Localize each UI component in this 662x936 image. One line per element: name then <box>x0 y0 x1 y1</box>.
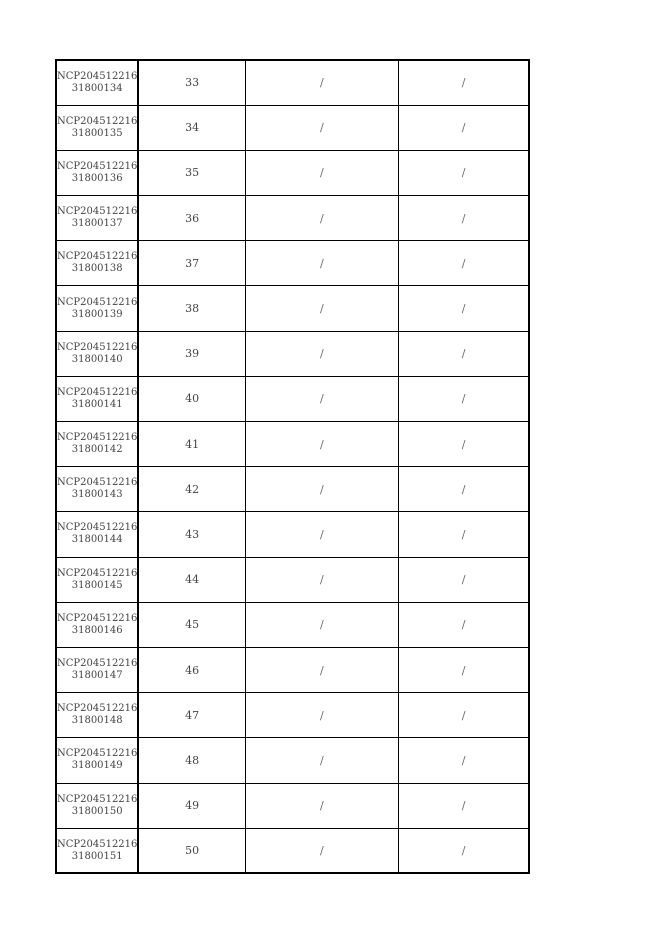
sample-id-cell <box>56 467 138 512</box>
sample-id-line1: NCP204512216 <box>57 793 138 805</box>
row-number-cell: 36 <box>138 196 245 241</box>
row-number-cell: 40 <box>138 376 245 421</box>
value-a-cell: / <box>245 557 398 602</box>
table-body <box>56 60 529 873</box>
table-row <box>56 467 529 512</box>
row-number-cell: 37 <box>138 241 245 286</box>
sample-id-cell <box>56 512 138 557</box>
value-b-cell: / <box>398 602 529 647</box>
value-b-cell: / <box>398 512 529 557</box>
sample-id-cell <box>56 241 138 286</box>
sample-id-line2: 31800142 <box>71 444 123 456</box>
sample-id-line1: NCP204512216 <box>57 251 138 263</box>
sample-id-line2: 31800143 <box>71 489 123 501</box>
value-b-cell: / <box>398 647 529 692</box>
value-a-cell: / <box>245 647 398 692</box>
table-row <box>56 105 529 150</box>
value-b-cell: / <box>398 150 529 195</box>
value-b-cell: / <box>398 286 529 331</box>
sample-id-cell <box>56 286 138 331</box>
sample-id-cell <box>56 738 138 783</box>
table-row <box>56 376 529 421</box>
sample-id-cell <box>56 105 138 150</box>
table-row <box>56 783 529 828</box>
table-row <box>56 422 529 467</box>
sample-id-line2: 31800150 <box>71 805 123 817</box>
sample-id-line2: 31800136 <box>71 172 123 184</box>
sample-id-line1: NCP204512216 <box>57 296 138 308</box>
row-number-cell: 44 <box>138 557 245 602</box>
value-a-cell: / <box>245 196 398 241</box>
sample-id-line1: NCP204512216 <box>57 206 138 218</box>
table-row <box>56 738 529 783</box>
value-a-cell: / <box>245 241 398 286</box>
sample-id-cell <box>56 60 138 105</box>
value-a-cell: / <box>245 286 398 331</box>
value-a-cell: / <box>245 422 398 467</box>
sample-id-line2: 31800147 <box>71 670 123 682</box>
sample-id-line1: NCP204512216 <box>57 703 138 715</box>
value-a-cell: / <box>245 105 398 150</box>
value-b-cell: / <box>398 783 529 828</box>
sample-id-cell <box>56 783 138 828</box>
value-a-cell: / <box>245 693 398 738</box>
value-b-cell: / <box>398 557 529 602</box>
row-number-cell: 46 <box>138 647 245 692</box>
value-b-cell: / <box>398 738 529 783</box>
table-row <box>56 693 529 738</box>
table-row <box>56 241 529 286</box>
value-a-cell: / <box>245 376 398 421</box>
table-row <box>56 647 529 692</box>
sample-id-line1: NCP204512216 <box>57 386 138 398</box>
table-row <box>56 512 529 557</box>
sample-id-line1: NCP204512216 <box>57 838 138 850</box>
sample-id-line1: NCP204512216 <box>57 477 138 489</box>
table-row <box>56 602 529 647</box>
sample-id-cell <box>56 331 138 376</box>
row-number-cell: 34 <box>138 105 245 150</box>
value-b-cell: / <box>398 467 529 512</box>
sample-id-line2: 31800146 <box>71 624 123 636</box>
value-b-cell: / <box>398 422 529 467</box>
row-number-cell: 43 <box>138 512 245 557</box>
row-number-cell: 38 <box>138 286 245 331</box>
sample-id-line2: 31800138 <box>71 263 123 275</box>
table-row <box>56 196 529 241</box>
sample-id-line2: 31800145 <box>71 579 123 591</box>
sample-id-cell <box>56 557 138 602</box>
value-b-cell: / <box>398 828 529 873</box>
sample-id-line1: NCP204512216 <box>57 341 138 353</box>
sample-id-line2: 31800148 <box>71 715 123 727</box>
row-number-cell: 41 <box>138 422 245 467</box>
table-row <box>56 286 529 331</box>
sample-id-line1: NCP204512216 <box>57 70 138 82</box>
row-number-cell: 47 <box>138 693 245 738</box>
table-row <box>56 150 529 195</box>
value-b-cell: / <box>398 241 529 286</box>
value-b-cell: / <box>398 60 529 105</box>
sample-id-line2: 31800139 <box>71 308 123 320</box>
value-a-cell: / <box>245 602 398 647</box>
value-b-cell: / <box>398 331 529 376</box>
sample-id-line1: NCP204512216 <box>57 658 138 670</box>
sample-id-cell <box>56 150 138 195</box>
sample-id-line1: NCP204512216 <box>57 612 138 624</box>
sample-id-line1: NCP204512216 <box>57 432 138 444</box>
sample-id-line1: NCP204512216 <box>57 160 138 172</box>
data-table <box>55 59 530 874</box>
sample-id-line2: 31800134 <box>71 82 123 94</box>
sample-id-line1: NCP204512216 <box>57 115 138 127</box>
value-a-cell: / <box>245 512 398 557</box>
sample-id-line2: 31800144 <box>71 534 123 546</box>
sample-id-line2: 31800149 <box>71 760 123 772</box>
sample-id-cell <box>56 196 138 241</box>
row-number-cell: 33 <box>138 60 245 105</box>
row-number-cell: 50 <box>138 828 245 873</box>
row-number-cell: 45 <box>138 602 245 647</box>
table-row <box>56 331 529 376</box>
sample-id-cell <box>56 376 138 421</box>
value-a-cell: / <box>245 150 398 195</box>
sample-id-cell <box>56 422 138 467</box>
sample-id-line2: 31800140 <box>71 353 123 365</box>
value-a-cell: / <box>245 60 398 105</box>
value-b-cell: / <box>398 105 529 150</box>
value-b-cell: / <box>398 196 529 241</box>
row-number-cell: 42 <box>138 467 245 512</box>
value-a-cell: / <box>245 738 398 783</box>
value-b-cell: / <box>398 693 529 738</box>
value-b-cell: / <box>398 376 529 421</box>
sample-id-cell <box>56 828 138 873</box>
sample-id-line1: NCP204512216 <box>57 567 138 579</box>
sample-id-cell <box>56 602 138 647</box>
table-row <box>56 828 529 873</box>
row-number-cell: 39 <box>138 331 245 376</box>
sample-id-line2: 31800151 <box>71 850 123 862</box>
value-a-cell: / <box>245 828 398 873</box>
sample-id-line2: 31800137 <box>71 218 123 230</box>
sample-id-cell <box>56 647 138 692</box>
sample-id-line2: 31800141 <box>71 398 123 410</box>
value-a-cell: / <box>245 467 398 512</box>
value-a-cell: / <box>245 331 398 376</box>
row-number-cell: 49 <box>138 783 245 828</box>
sample-id-line1: NCP204512216 <box>57 748 138 760</box>
row-number-cell: 35 <box>138 150 245 195</box>
row-number-cell: 48 <box>138 738 245 783</box>
table-row <box>56 557 529 602</box>
sample-id-line2: 31800135 <box>71 127 123 139</box>
table-row <box>56 60 529 105</box>
value-a-cell: / <box>245 783 398 828</box>
sample-id-cell <box>56 693 138 738</box>
sample-id-line1: NCP204512216 <box>57 522 138 534</box>
